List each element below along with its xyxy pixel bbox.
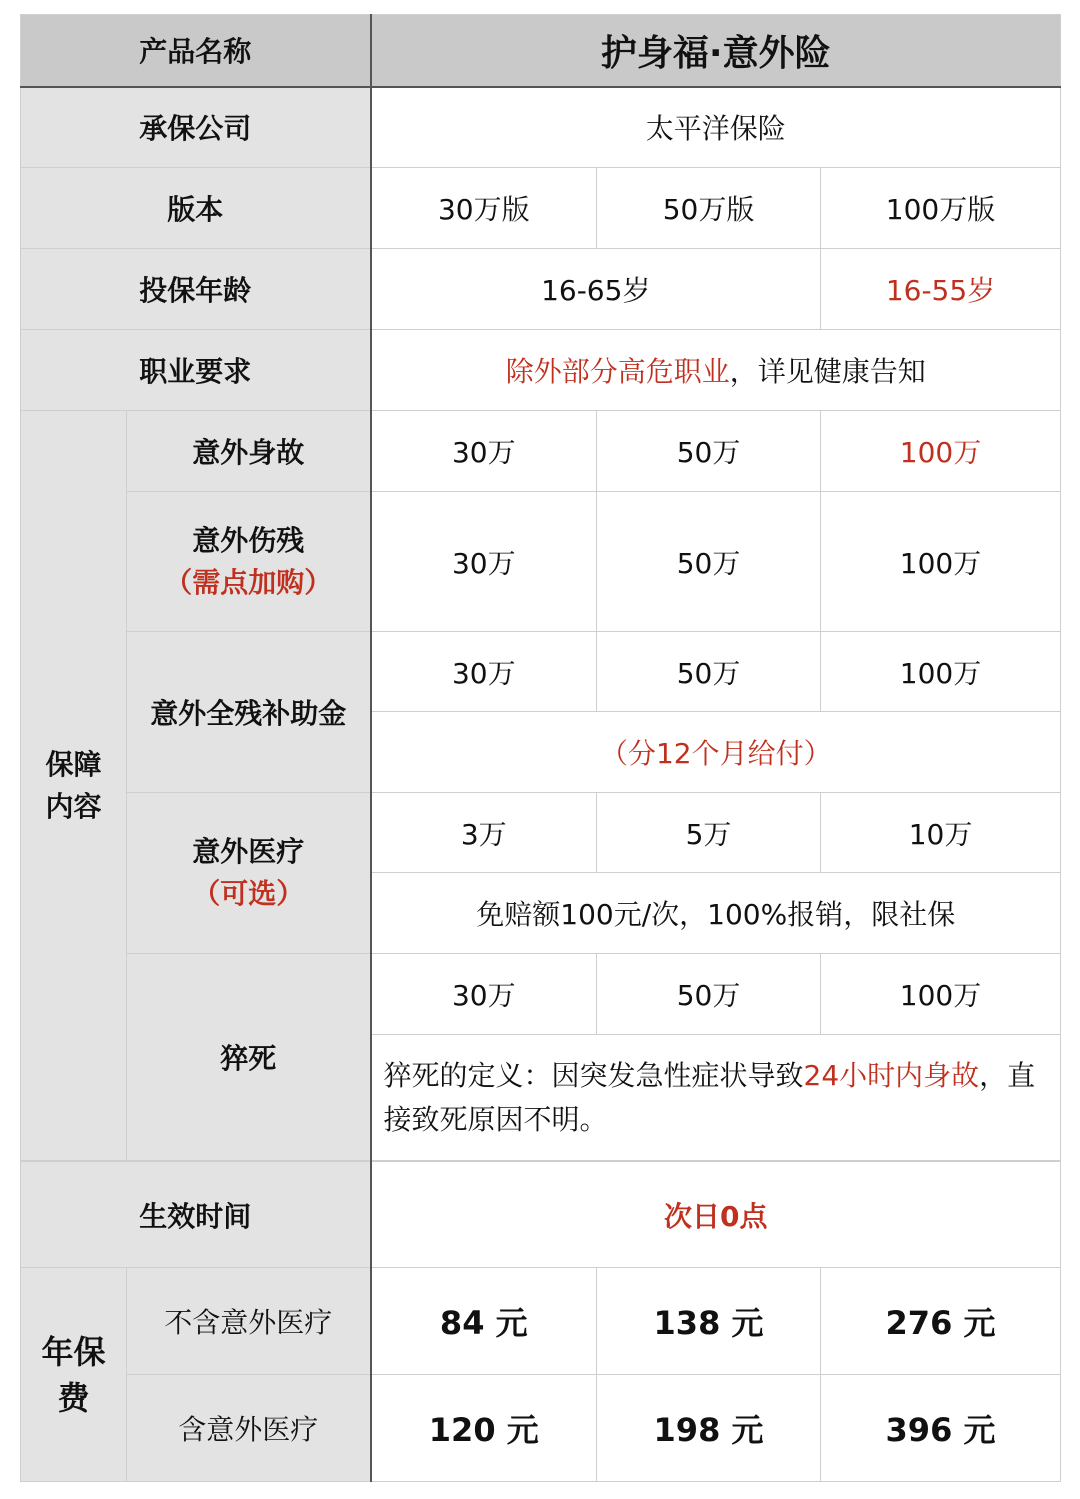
death-50: 50万 bbox=[597, 411, 821, 492]
version-50: 50万版 bbox=[597, 168, 821, 249]
age-value-main: 16-65岁 bbox=[371, 249, 821, 330]
death-row bbox=[21, 411, 1061, 492]
disability-100: 100万 bbox=[821, 492, 1061, 632]
company-value: 太平洋保险 bbox=[371, 87, 1061, 168]
medical-30: 3万 bbox=[371, 793, 597, 873]
disability-label: 意外伤残 bbox=[192, 523, 305, 557]
allowance-row bbox=[21, 632, 1061, 712]
premium-without-100: 276 元 bbox=[821, 1268, 1061, 1375]
death-100: 100万 bbox=[821, 411, 1061, 492]
header-row bbox=[21, 15, 1061, 87]
sudden-death-def-pre: 猝死的定义：因突发急性症状导致 bbox=[383, 1058, 804, 1092]
death-label: 意外身故 bbox=[127, 411, 371, 492]
effective-row bbox=[21, 1162, 1061, 1268]
premium-group-label bbox=[21, 1268, 127, 1482]
premium-with-row bbox=[21, 1375, 1061, 1482]
sudden-death-row bbox=[21, 954, 1061, 1035]
comparison-table-wrapper bbox=[20, 14, 1060, 1482]
version-30: 30万版 bbox=[371, 168, 597, 249]
medical-100: 10万 bbox=[821, 793, 1061, 873]
allowance-label: 意外全残补助金 bbox=[127, 632, 371, 793]
product-name: 护身福·意外险 bbox=[371, 15, 1061, 87]
sudden-death-100: 100万 bbox=[821, 954, 1061, 1035]
header-label: 产品名称 bbox=[21, 15, 371, 87]
version-row bbox=[21, 168, 1061, 249]
medical-label: 意外医疗 bbox=[192, 835, 305, 868]
allowance-100: 100万 bbox=[821, 632, 1061, 712]
allowance-note: （分12个月给付） bbox=[371, 712, 1061, 793]
sudden-death-label: 猝死 bbox=[127, 954, 371, 1161]
company-row bbox=[21, 87, 1061, 168]
insurance-comparison-table bbox=[20, 14, 1061, 1161]
premium-with-50: 198 元 bbox=[597, 1375, 821, 1482]
death-30: 30万 bbox=[371, 411, 597, 492]
age-label: 投保年龄 bbox=[21, 249, 371, 330]
sudden-death-50: 50万 bbox=[597, 954, 821, 1035]
coverage-group-label bbox=[21, 411, 127, 1161]
premium-without-label: 不含意外医疗 bbox=[127, 1268, 371, 1375]
medical-note: （可选） bbox=[192, 877, 305, 910]
premium-without-row bbox=[21, 1268, 1061, 1375]
sudden-death-30: 30万 bbox=[371, 954, 597, 1035]
age-value-last: 16-55岁 bbox=[821, 249, 1061, 330]
premium-with-100: 396 元 bbox=[821, 1375, 1061, 1482]
occupation-row bbox=[21, 330, 1061, 411]
disability-row bbox=[21, 492, 1061, 632]
coverage-group-text: 保障内容 bbox=[45, 747, 102, 823]
medical-label-cell bbox=[127, 793, 371, 954]
occupation-label: 职业要求 bbox=[21, 330, 371, 411]
age-row bbox=[21, 249, 1061, 330]
allowance-30: 30万 bbox=[371, 632, 597, 712]
disability-30: 30万 bbox=[371, 492, 597, 632]
version-100: 100万版 bbox=[821, 168, 1061, 249]
sudden-death-def-post: ，直接致死原因不明。 bbox=[383, 1058, 1036, 1136]
occupation-highlight: 除外部分高危职业 bbox=[505, 355, 730, 388]
disability-note: （需点加购） bbox=[164, 565, 333, 599]
disability-50: 50万 bbox=[597, 492, 821, 632]
premium-with-label: 含意外医疗 bbox=[127, 1375, 371, 1482]
premium-with-30: 120 元 bbox=[371, 1375, 597, 1482]
version-label: 版本 bbox=[21, 168, 371, 249]
occupation-rest: ，详见健康告知 bbox=[729, 355, 926, 388]
effective-label: 生效时间 bbox=[21, 1162, 371, 1268]
medical-50: 5万 bbox=[597, 793, 821, 873]
effective-value: 次日0点 bbox=[371, 1162, 1061, 1268]
disability-label-cell bbox=[127, 492, 371, 632]
medical-row bbox=[21, 793, 1061, 873]
allowance-50: 50万 bbox=[597, 632, 821, 712]
sudden-death-definition bbox=[371, 1035, 1061, 1161]
company-label: 承保公司 bbox=[21, 87, 371, 168]
premium-group-text: 年保费 bbox=[41, 1332, 106, 1417]
premium-without-30: 84 元 bbox=[371, 1268, 597, 1375]
insurance-comparison-table-lower bbox=[20, 1161, 1061, 1482]
sudden-death-def-highlight: 24小时内身故 bbox=[803, 1058, 980, 1092]
premium-without-50: 138 元 bbox=[597, 1268, 821, 1375]
occupation-value bbox=[371, 330, 1061, 411]
medical-detail: 免赔额100元/次，100%报销，限社保 bbox=[371, 873, 1061, 954]
